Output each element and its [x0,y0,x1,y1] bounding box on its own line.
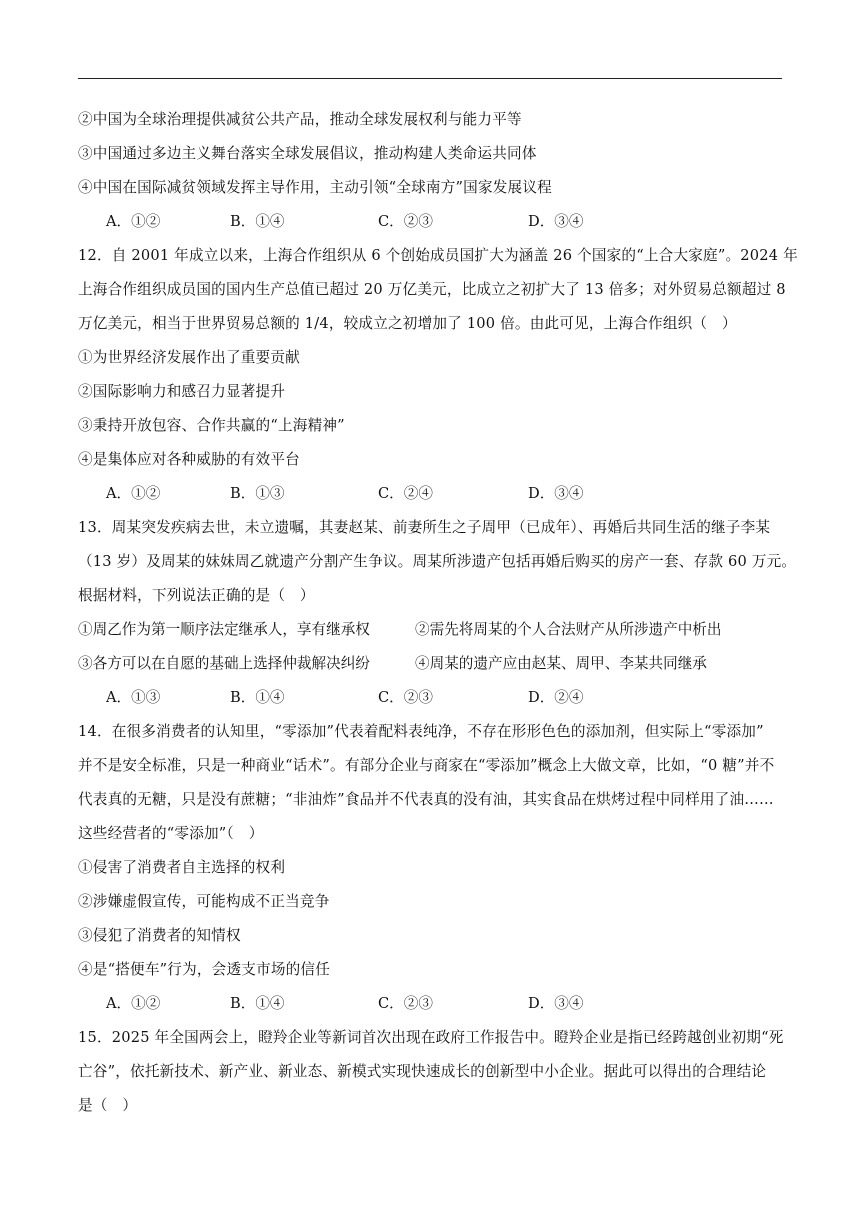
q14-option-b[interactable]: B．①④ [230,995,285,1012]
q12-item-1: ①为世界经济发展作出了重要贡献 [78,349,300,366]
q13-items-row-1 [78,620,782,640]
q15-stem-line-1: 15．2025 年全国两会上，瞪羚企业等新词首次出现在政府工作报告中。瞪羚企业是指已经跨越创业初期“死 [78,1029,784,1046]
q13-items-row-2 [78,654,782,674]
q15-stem-line-2: 亡谷”，依托新技术、新产业、新业态、新模式实现快速成长的创新型中小企业。据此可以得出的合理结论 [78,1063,767,1080]
q13-stem-line-3: 根据材料，下列说法正确的是（ ） [78,587,315,604]
q14-stem-line-3: 代表真的无糖，只是没有蔗糖；“非油炸”食品并不代表真的没有油，其实食品在烘烤过程中同样用了油…… [78,791,774,808]
q12-option-d[interactable]: D．③④ [528,485,584,502]
q14-option-d[interactable]: D．③④ [528,995,584,1012]
q11-option-a[interactable]: A．①② [106,213,161,230]
q13-stem-line-1: 13．周某突发疾病去世，未立遗嘱，其妻赵某、前妻所生之子周甲（已成年）、再婚后共同生活的继子李某 [78,519,771,536]
q11-item-4: ④中国在国际减贫领域发挥主导作用，主动引领“全球南方”国家发展议程 [78,179,552,196]
q14-item-1: ①侵害了消费者自主选择的权利 [78,859,286,876]
q14-item-4: ④是“搭便车”行为，会透支市场的信任 [78,961,331,978]
q13-stem-line-2: （13 岁）及周某的妹妹周乙就遗产分割产生争议。周某所涉遗产包括再婚后购买的房产一套、存款 60 万元。 [78,553,797,570]
q13-item-4: ④周某的遗产应由赵某、周甲、李某共同继承 [415,655,707,672]
q12-stem-line-3: 万亿美元，相当于世界贸易总额的 1/4，较成立之初增加了 100 倍。由此可见，上海合作组织（ ） [78,315,737,332]
q12-option-a[interactable]: A．①② [106,485,161,502]
q13-item-2: ②需先将周某的个人合法财产从所涉遗产中析出 [415,621,722,638]
q15-stem-line-3: 是（ ） [78,1097,138,1114]
q12-option-b[interactable]: B．①③ [230,485,285,502]
q13-option-a[interactable]: A．①③ [106,689,161,706]
q12-item-2: ②国际影响力和感召力显著提升 [78,383,286,400]
q11-option-c[interactable]: C．②③ [378,213,433,230]
q14-item-2: ②涉嫌虚假宣传，可能构成不正当竞争 [78,893,330,910]
q14-option-c[interactable]: C．②③ [378,995,433,1012]
header-rule [78,78,782,79]
q14-option-a[interactable]: A．①② [106,995,161,1012]
q11-option-d[interactable]: D．③④ [528,213,584,230]
q14-stem-line-2: 并不是安全标准，只是一种商业“话术”。有部分企业与商家在“零添加”概念上大做文章，比如，“0 糖”并不 [78,757,775,774]
q12-item-4: ④是集体应对各种威胁的有效平台 [78,451,300,468]
q11-item-2: ②中国为全球治理提供减贫公共产品，推动全球发展权利与能力平等 [78,111,522,128]
q13-option-b[interactable]: B．①④ [230,689,285,706]
q13-option-c[interactable]: C．②③ [378,689,433,706]
q11-option-b[interactable]: B．①④ [230,213,285,230]
q12-stem-line-2: 上海合作组织成员国的国内生产总值已超过 20 万亿美元，比成立之初扩大了 13 倍多；对外贸易总额超过 8 [78,281,786,298]
q12-item-3: ③秉持开放包容、合作共赢的“上海精神” [78,417,345,434]
q12-option-c[interactable]: C．②④ [378,485,433,502]
q13-option-d[interactable]: D．②④ [528,689,584,706]
q14-stem-line-1: 14．在很多消费者的认知里，“零添加”代表着配料表纯净，不存在形形色色的添加剂，但实际上“零添加” [78,723,764,740]
q14-item-3: ③侵犯了消费者的知情权 [78,927,241,944]
q13-item-1: ①周乙作为第一顺序法定继承人，享有继承权 [78,621,370,638]
q14-stem-line-4: 这些经营者的“零添加”（ ） [78,825,264,842]
q12-stem-line-1: 12．自 2001 年成立以来，上海合作组织从 6 个创始成员国扩大为涵盖 26 个国家的“上合大家庭”。2024 年 [78,247,798,264]
q13-item-3: ③各方可以在自愿的基础上选择仲裁解决纠纷 [78,655,370,672]
q11-item-3: ③中国通过多边主义舞台落实全球发展倡议，推动构建人类命运共同体 [78,145,537,162]
